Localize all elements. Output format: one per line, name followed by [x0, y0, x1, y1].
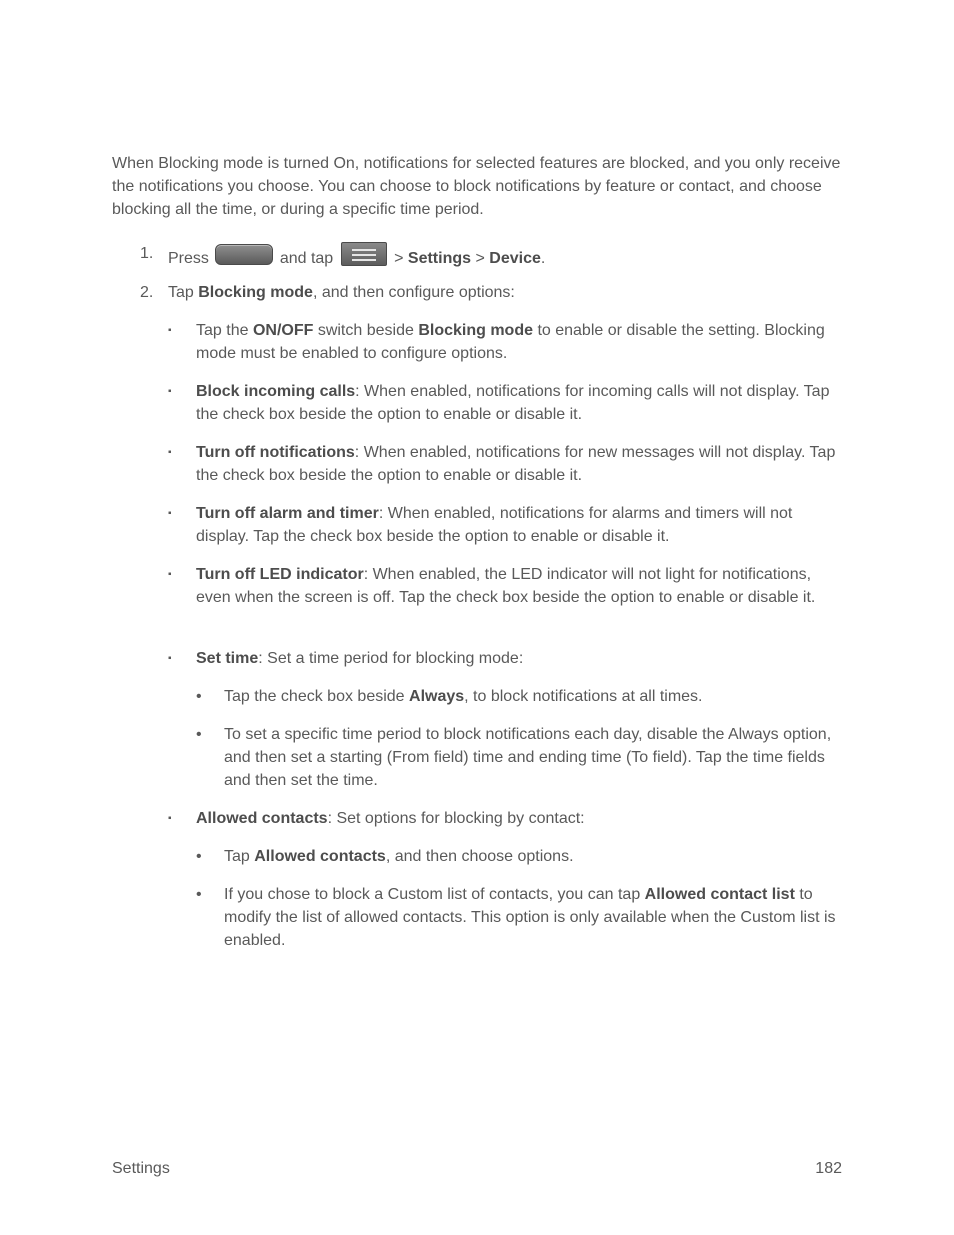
list-item: ▪ Turn off alarm and timer: When enabled, notifications for alarms and timers will not display. Tap the check box beside the option to enable or disable it.: [168, 502, 840, 548]
settings-label: Settings: [407, 250, 472, 267]
list-item: ▪ Tap the ON/OFF switch beside Blocking mode to enable or disable the setting. Blocking mode must be enabled to configure options.: [168, 319, 840, 365]
list-item: ▪ Block incoming calls: When enabled, notifications for incoming calls will not display. Tap the check box beside the option to enable or disable it.: [168, 380, 840, 426]
dot-bullet-icon: •: [196, 688, 202, 705]
page-number: 182: [815, 1160, 842, 1177]
step-number: 2.: [140, 284, 154, 301]
footer-section: Settings: [112, 1160, 170, 1177]
square-bullet-icon: ▪: [168, 508, 172, 519]
sub-list-item: • To set a specific time period to block notifications each day, disable the Always option, and then set a starting (From field) time and ending time (To field). Tap the time fields and then set the time.: [196, 723, 840, 792]
square-bullet-icon: ▪: [168, 447, 172, 458]
list-item: ▪ Allowed contacts: Set options for blocking by contact:: [168, 807, 840, 830]
list-item: ▪ Set time: Set a time period for blocking mode:: [168, 647, 840, 670]
dot-bullet-icon: •: [196, 848, 202, 865]
dot-bullet-icon: •: [196, 886, 202, 903]
square-bullet-icon: ▪: [168, 386, 172, 397]
sub-list-item: • Tap the check box beside Always, to block notifications at all times.: [196, 685, 840, 708]
dot-bullet-icon: •: [196, 726, 202, 743]
square-bullet-icon: ▪: [168, 813, 172, 824]
square-bullet-icon: ▪: [168, 569, 172, 580]
sub-list-item: • If you chose to block a Custom list of contacts, you can tap Allowed contact list to modify the list of allowed contacts. This option is only available when the Custom list is enabled.: [196, 883, 840, 952]
device-label: Device: [489, 250, 541, 267]
document-page: When Blocking mode is turned On, notifications for selected features are blocked, and you only receive the notifications you choose. You can choose to block notifications by feature or contact, and choose blocking all the time, or during a specific time period. 1. Press and tap > Settings > Device. 2. Tap Blocking mode, and then configure options: ▪ Tap the ON/OFF switch beside Blocking mode to enable or disable the setting. Blocking mode must be enabled to configure options. ▪ Block incoming calls: When enabled, notifications for incoming calls will not display. Tap the check box beside the option to enable or disable it. ▪ Turn off notifications: When enabled, notifications for new messages will not display. Tap the check box beside the option to enable or disable it. ▪ Turn off alarm and timer: When enabled, notifications for alarms and timers will not display. Tap the check box beside the option to enable or disable it. ▪ Turn off LED indicator: When enabled, the LED indicator will not light for notifications, even when the screen is off. Tap the check box beside the option to enable or disable it. ▪ Set time: Set a time period for blocking mode: • Tap the check box beside Always, to block notifications at all times. • To set a specific time period to block notifications each day, disable the Always option, and then set a starting (From field) time and ending time (To field). Tap the time fields and then set the time. ▪ Allowed contacts: Set options for blocking by contact: • Tap Allowed contacts, and then choose options. • If you chose to block a Custom list of contacts, you can tap Allowed contact list to modify the list of allowed contacts. This option is only available when the Custom list is enabled. Settings 182: [0, 0, 954, 1235]
list-item: ▪ Turn off LED indicator: When enabled, the LED indicator will not light for notifications, even when the screen is off. Tap the check box beside the option to enable or disable it.: [168, 563, 840, 609]
home-key-icon: [215, 244, 273, 265]
sub-list-item: • Tap Allowed contacts, and then choose options.: [196, 845, 840, 868]
square-bullet-icon: ▪: [168, 325, 172, 336]
menu-key-icon: [341, 242, 387, 266]
list-item: ▪ Turn off notifications: When enabled, notifications for new messages will not display. Tap the check box beside the option to enable or disable it.: [168, 441, 840, 487]
intro-paragraph: When Blocking mode is turned On, notifications for selected features are blocked, and you only receive the notifications you choose. You can choose to block notifications by feature or contact, and choose blocking all the time, or during a specific time period.: [112, 155, 841, 218]
square-bullet-icon: ▪: [168, 653, 172, 664]
step-number: 1.: [140, 245, 154, 262]
